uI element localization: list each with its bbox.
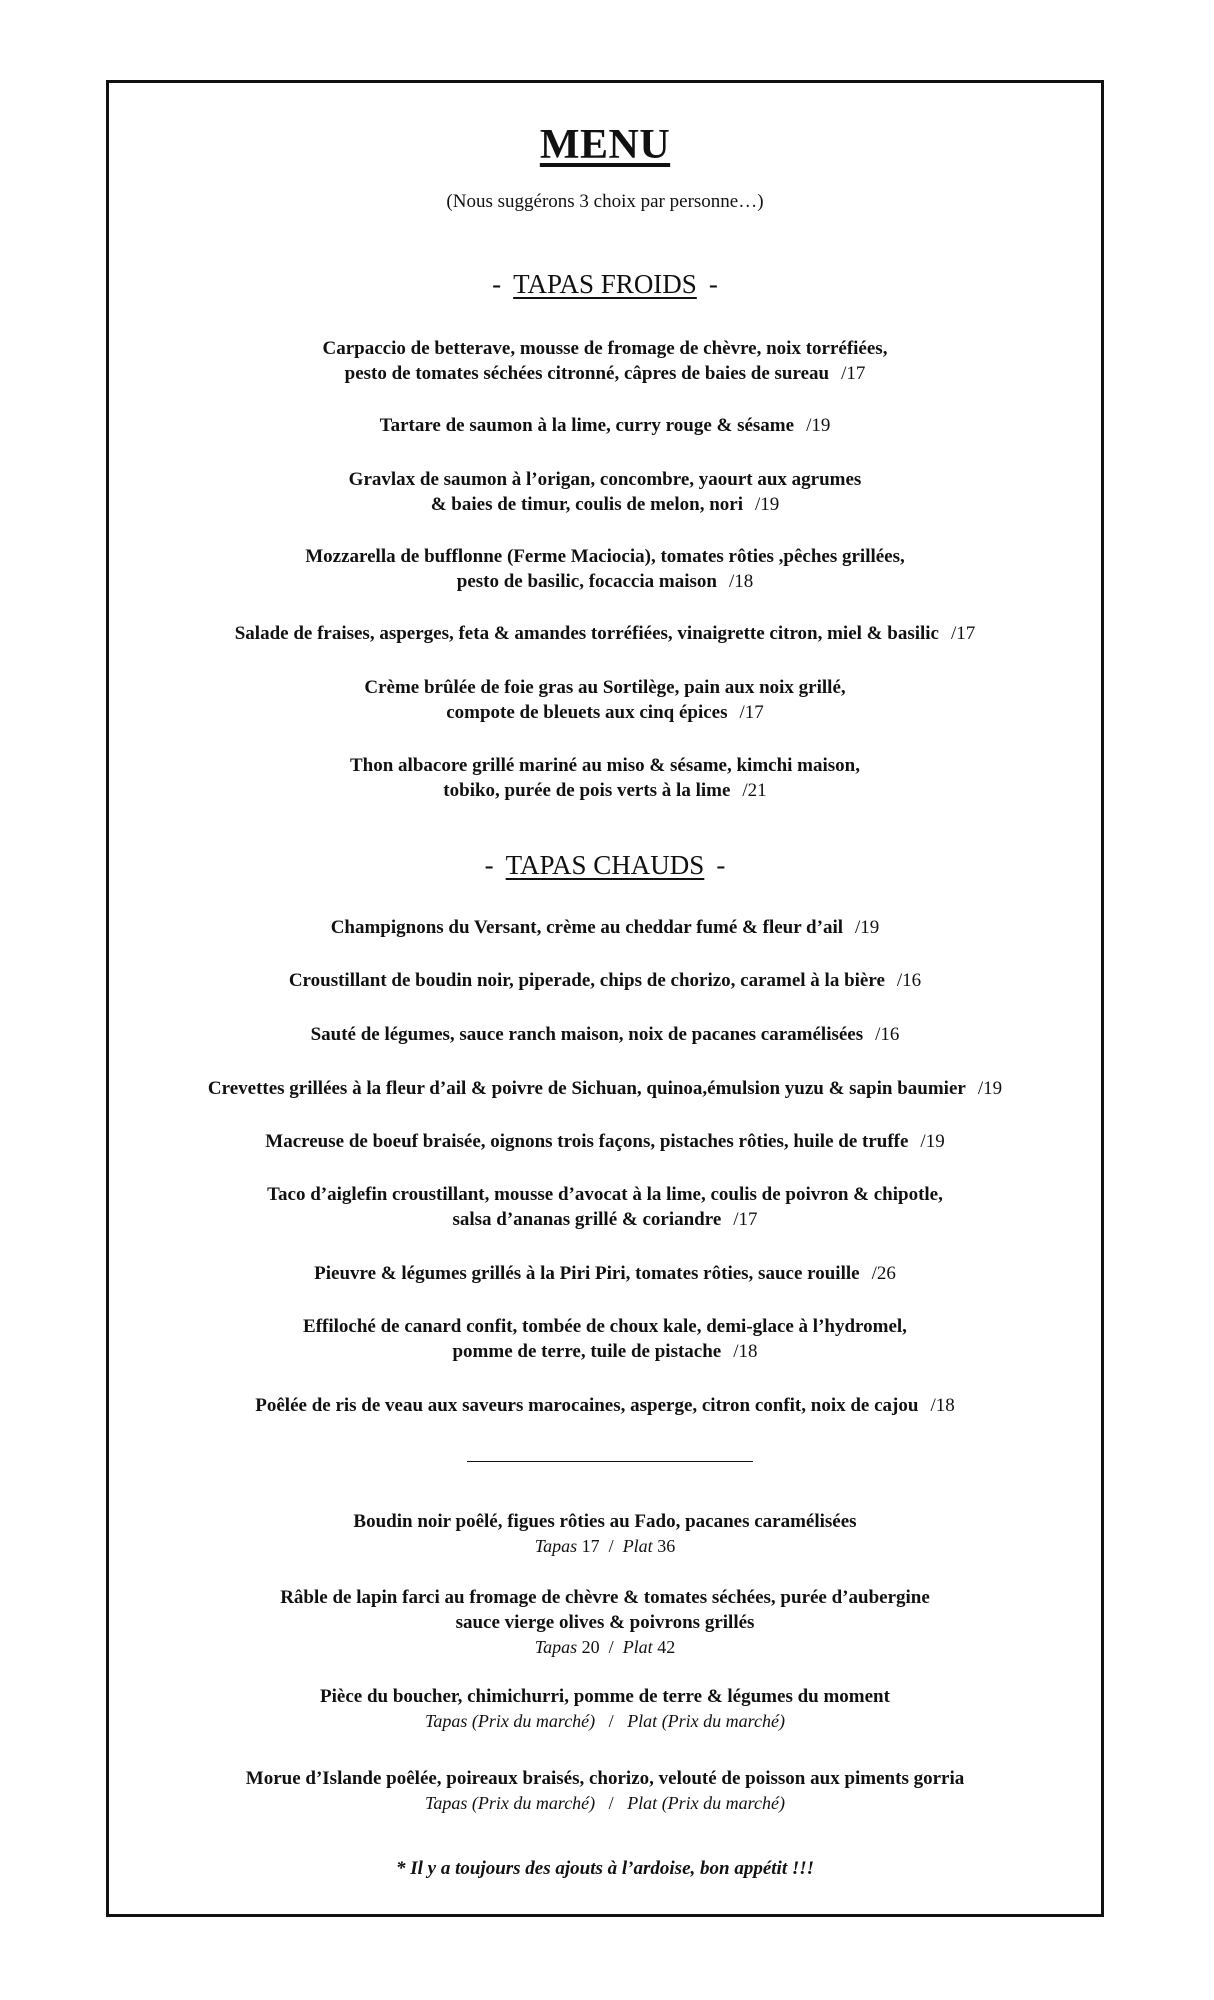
item-price: /19 bbox=[755, 494, 780, 515]
item-price: /16 bbox=[896, 970, 922, 991]
main-item: Boudin noir poêlé, figues rôties au Fado, pacanes caramélisées Tapas 17 / Plat 36 bbox=[129, 1509, 1081, 1559]
menu-item: Gravlax de saumon à l’origan, concombre, yaourt aux agrumes & baies de timur, coulis de melon, nori /19 bbox=[348, 469, 862, 515]
section-heading-cold: - TAPAS FROIDS - bbox=[492, 269, 718, 299]
menu-item: Pieuvre & légumes grillés à la Piri Piri, tomates rôties, sauce rouille /26 bbox=[314, 1263, 896, 1284]
section-divider bbox=[467, 1461, 753, 1462]
menu-item: Poêlée de ris de veau aux saveurs marocaines, asperge, citron confit, noix de cajou /18 bbox=[255, 1395, 955, 1416]
item-price: /19 bbox=[920, 1131, 945, 1152]
item-price: /17 bbox=[950, 623, 976, 644]
main-item-prices: Tapas (Prix du marché) / Plat (Prix du marché) bbox=[425, 1711, 785, 1731]
item-price: /18 bbox=[930, 1395, 955, 1416]
main-item-prices: Tapas 17 / Plat 36 bbox=[534, 1536, 676, 1556]
menu-item: Sauté de légumes, sauce ranch maison, noix de pacanes caramélisées /16 bbox=[310, 1024, 900, 1045]
item-price: /17 bbox=[733, 1209, 758, 1230]
menu-item: Crevettes grillées à la fleur d’ail & poivre de Sichuan, quinoa,émulsion yuzu & sapin baumier /19 bbox=[207, 1078, 1003, 1099]
item-price: /18 bbox=[728, 571, 754, 592]
footer-note: * Il y a toujours des ajouts à l’ardoise, bon appétit !!! bbox=[395, 1858, 815, 1879]
menu-item: Carpaccio de betterave, mousse de fromage de chèvre, noix torréfiées, pesto de tomates séchées citronné, câpres de baies de sureau /17 bbox=[322, 338, 888, 384]
menu-item: Taco d’aiglefin croustillant, mousse d’avocat à la lime, coulis de poivron & chipotle, salsa d’ananas grillé & coriandre /17 bbox=[267, 1184, 943, 1230]
menu-frame bbox=[106, 80, 1104, 1917]
item-price: /19 bbox=[855, 917, 880, 938]
main-item: Râble de lapin farci au fromage de chèvre & tomates séchées, purée d’aubergine sauce vierge olives & poivrons grillés Tapas 20 / Plat 42 bbox=[129, 1585, 1081, 1660]
menu-item: Salade de fraises, asperges, feta & amandes torréfiées, vinaigrette citron, miel & basilic /17 bbox=[234, 623, 976, 644]
menu-item: Champignons du Versant, crème au cheddar fumé & fleur d’ail /19 bbox=[330, 917, 880, 938]
menu-item: Crème brûlée de foie gras au Sortilège, pain aux noix grillé, compote de bleuets aux cinq épices /17 bbox=[364, 677, 846, 723]
item-price: /21 bbox=[742, 780, 767, 801]
menu-item: Croustillant de boudin noir, piperade, chips de chorizo, caramel à la bière /16 bbox=[288, 970, 922, 991]
section-heading-hot: - TAPAS CHAUDS - bbox=[484, 850, 726, 880]
menu-item: Thon albacore grillé mariné au miso & sésame, kimchi maison, tobiko, purée de pois verts à la lime /21 bbox=[350, 755, 860, 801]
main-item-prices: Tapas 20 / Plat 42 bbox=[534, 1637, 676, 1657]
item-price: /19 bbox=[977, 1078, 1003, 1099]
item-price: /16 bbox=[875, 1024, 900, 1045]
main-item: Morue d’Islande poêlée, poireaux braisés, chorizo, velouté de poisson aux piments gorria Tapas (Prix du marché) / Plat (Prix du marché) bbox=[129, 1766, 1081, 1816]
menu-title: MENU bbox=[539, 122, 671, 168]
menu-item: Mozzarella de bufflonne (Ferme Maciocia), tomates rôties ,pêches grillées, pesto de basilic, focaccia maison /18 bbox=[305, 546, 905, 592]
main-item: Pièce du boucher, chimichurri, pomme de terre & légumes du moment Tapas (Prix du marché) / Plat (Prix du marché) bbox=[129, 1684, 1081, 1734]
section-title-hot: TAPAS CHAUDS bbox=[505, 850, 705, 880]
main-item-prices: Tapas (Prix du marché) / Plat (Prix du marché) bbox=[425, 1793, 785, 1813]
item-price: /17 bbox=[841, 363, 866, 384]
menu-item: Effiloché de canard confit, tombée de choux kale, demi-glace à l’hydromel, pomme de terre, tuile de pistache /18 bbox=[303, 1316, 907, 1362]
item-price: /19 bbox=[806, 415, 831, 436]
item-price: /17 bbox=[739, 702, 764, 723]
menu-item: Tartare de saumon à la lime, curry rouge & sésame /19 bbox=[379, 415, 831, 436]
menu-item: Macreuse de boeuf braisée, oignons trois façons, pistaches rôties, huile de truffe /19 bbox=[265, 1131, 945, 1152]
item-price: /18 bbox=[733, 1341, 758, 1362]
menu-subtitle: (Nous suggérons 3 choix par personne…) bbox=[446, 191, 764, 212]
section-title-cold: TAPAS FROIDS bbox=[513, 269, 697, 299]
item-price: /26 bbox=[871, 1263, 896, 1284]
